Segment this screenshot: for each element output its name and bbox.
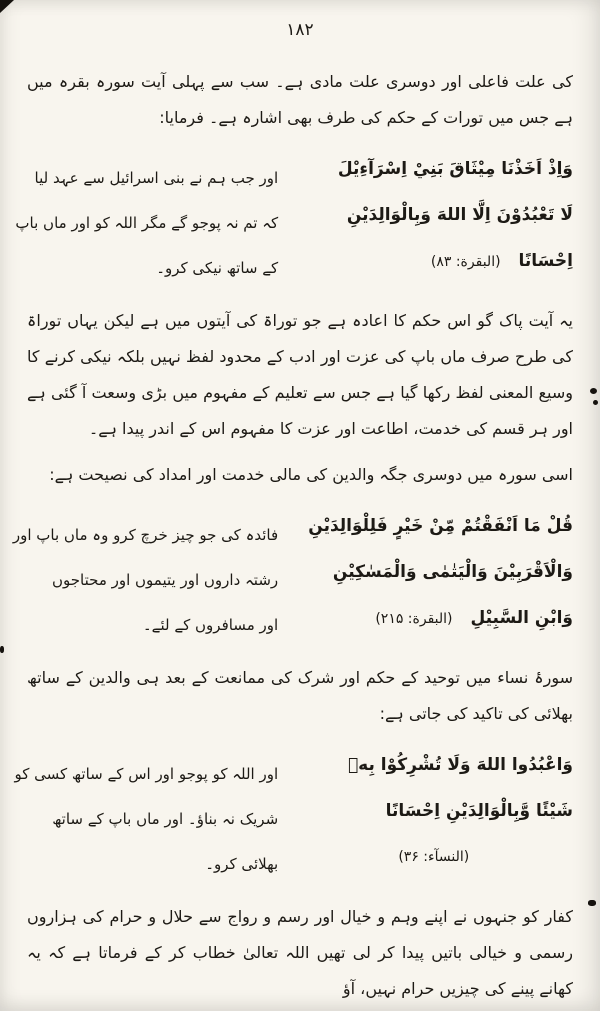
scan-artifact: [0, 646, 4, 653]
scan-artifact: [588, 900, 596, 906]
urdu-translation-line: فائدہ کی جو چیز خرچ کرو وہ ماں باپ اور: [12, 526, 279, 544]
arabic-verse: [295, 503, 573, 642]
quote-baqarah-83: [15, 146, 573, 291]
arabic-verse-line: [295, 238, 573, 285]
urdu-translation-line: اور اللہ کو پوجو اور اس کے ساتھ کسی کو: [14, 765, 279, 783]
verse-reference: (البقرة: ۸۳): [430, 254, 501, 270]
scan-artifact: [590, 388, 597, 394]
arabic-verse-word: وَابْنِ السَّبِيْلِ: [470, 608, 573, 628]
paragraph-commentary: یہ آیت پاک گو اس حکم کا اعادہ ہے جو توراۃ کی آیتوں میں ہے لیکن یہاں توراۃ کی طرح صرف ماں باپ کی عزت اور ادب کے محدود لفظ نہیں بلکہ نیکی کرنے کا وسیع المعنی لفظ رکھا گیا ہے جس سے تعلیم کے مفہوم میں بڑی وسعت آ گئی ہے اور ہر قسم کی خدمت، اطاعت اور عزت کا مفہوم اس کے اندر پیدا ہے۔: [27, 311, 573, 438]
quote-baqarah-215: [12, 503, 573, 648]
urdu-translation: [12, 513, 279, 648]
urdu-translation-line: اور مسافروں کے لئے۔: [142, 616, 279, 634]
urdu-translation-line: بھلائی کرو۔: [205, 855, 279, 873]
page-number: ۱۸۲: [286, 20, 314, 40]
arabic-verse-line: شَيْئًا وَّبِالْوَالِدَيْنِ اِحْسَانًا: [385, 801, 573, 821]
paragraph-nisa-intro: سورۂ نساء میں توحید کے حکم اور شرک کی ممانعت کے بعد ہی والدین کے ساتھ بھلائی کی تاکید کی جاتی ہے:: [27, 668, 573, 723]
urdu-translation-line: شریک نہ بناؤ۔ اور ماں باپ کے ساتھ: [52, 810, 279, 828]
arabic-verse-line: لَا تَعْبُدُوْنَ اِلَّا اللهَ وَبِالْوَالِدَيْنِ: [346, 205, 573, 225]
scan-artifact: [0, 0, 14, 13]
urdu-translation-line: رشتہ داروں اور یتیموں اور محتاجوں: [52, 571, 279, 589]
arabic-verse-line: [295, 595, 573, 642]
arabic-verse: [295, 146, 573, 285]
urdu-translation: [14, 752, 279, 887]
urdu-translation: [15, 156, 279, 291]
arabic-verse-line: وَالْاَقْرَبِيْنَ وَالْيَتٰمٰى وَالْمَسٰكِيْنِ: [332, 562, 573, 582]
urdu-translation-line: اور جب ہم نے بنی اسرائیل سے عہد لیا: [34, 169, 279, 187]
verse-reference: (البقرة: ۲۱۵): [375, 611, 453, 627]
arabic-verse-line: قُلْ مَا اَنْفَقْتُمْ مِّنْ خَيْرٍ فَلِلْوَالِدَيْنِ: [308, 516, 573, 536]
quote-nisa-36: [14, 742, 573, 887]
arabic-verse-word: اِحْسَانًا: [518, 251, 573, 271]
arabic-verse-line: وَاِذْ اَخَذْنَا مِيْثَاقَ بَنِيْ اِسْرَآءِيْلَ: [337, 159, 573, 179]
arabic-verse: [295, 742, 573, 880]
paragraph-intro: کی علت فاعلی اور دوسری علت مادی ہے۔ سب سے پہلی آیت سورہ بقرہ میں ہے جس میں تورات کے حکم کی طرف بھی اشارہ ہے۔ فرمایا:: [27, 72, 573, 127]
verse-reference: (النسآء: ۳۶): [398, 849, 470, 865]
urdu-translation-line: کہ تم نہ پوجو گے مگر اللہ کو اور ماں باپ: [15, 214, 279, 232]
arabic-verse-line: وَاعْبُدُوا اللهَ وَلَا تُشْرِكُوْا بِهٖ: [347, 755, 573, 775]
urdu-translation-line: کے ساتھ نیکی کرو۔: [156, 259, 279, 277]
scan-artifact: [593, 400, 598, 405]
paragraph-second-intro: اسی سورہ میں دوسری جگہ والدین کی مالی خدمت اور امداد کی نصیحت ہے:: [49, 465, 573, 484]
paragraph-closing: کفار کو جنہوں نے اپنے وہم و خیال اور رسم و رواج سے حلال و حرام کی ہزاروں رسمی و خیالی باتیں پیدا کر لی تھیں اللہ تعالیٰ خطاب کر کے فرماتا ہے کہ یہ کھانے پینے کی چیزیں حرام نہیں، آؤ: [27, 907, 573, 998]
